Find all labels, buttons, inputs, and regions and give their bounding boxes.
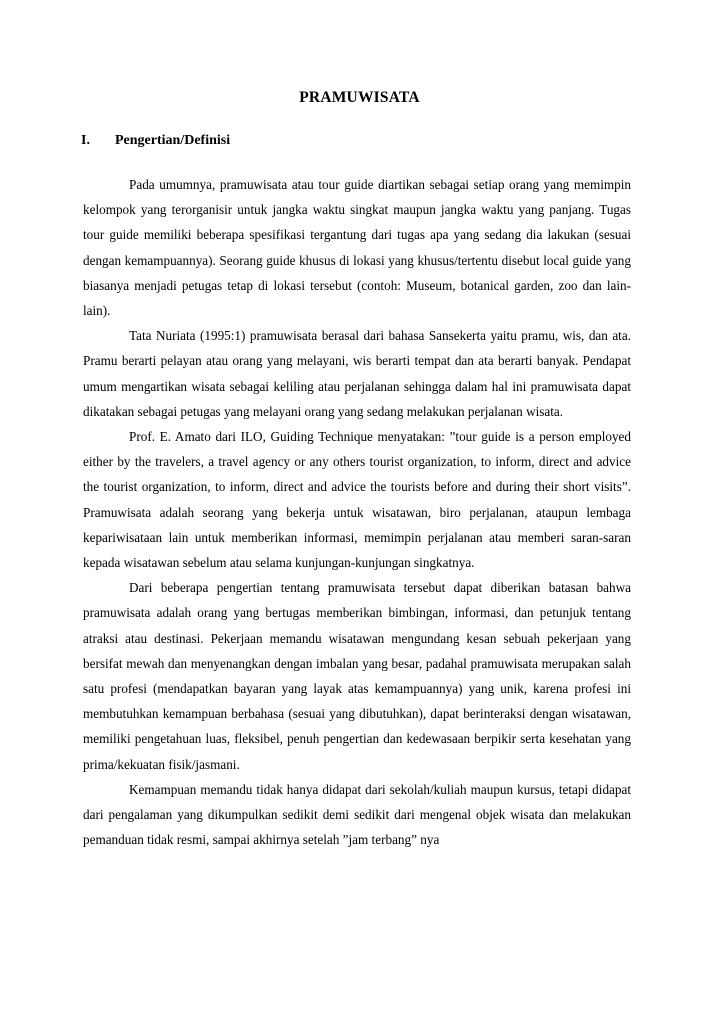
paragraph-ilo-quote: Prof. E. Amato dari ILO, Guiding Technique menyatakan: ”tour guide is a person employed either by the travelers, a travel agency or any others tourist organization, to inform, direct and advice the tourist organization, to inform, direct and advice the tourists before and during their short visits”. Pramuwisata adalah seorang yang bekerja untuk wisatawan, biro perjalanan, ataupun lembaga kepariwisataan lain untuk memberikan informasi, memimpin perjalanan atau memberi saran-saran kepada wisatawan sebelum atau selama kunjungan-kunjungan singkatnya.	[83, 429, 631, 571]
paragraph-conclusion: Dari beberapa pengertian tentang pramuwisata tersebut dapat diberikan batasan bahwa pramuwisata adalah orang yang bertugas memberikan bimbingan, informasi, dan petunjuk tentang atraksi atau destinasi. Pekerjaan memandu wisatawan mengundang kesan sebuah pekerjaan yang bersifat mewah dan menyenangkan dengan imbalan yang besar, padahal pramuwisata merupakan salah satu profesi (mendapatkan bayaran yang layak atas kemampuannya) yang unik, karena profesi ini membutuhkan kemampuan berbahasa (sesuai yang dibutuhkan), dapat berinteraksi dengan wisatawan, memiliki pengetahuan luas, fleksibel, penuh pengertian dan kedewasaan berpikir serta kesehatan yang prima/kekuatan fisik/jasmani.	[83, 580, 631, 772]
paragraph-etymology: Tata Nuriata (1995:1) pramuwisata berasal dari bahasa Sansekerta yaitu pramu, wis, dan ata. Pramu berarti pelayan atau orang yang melayani, wis berarti tempat dan ata berarti banyak. Pendapat umum mengartikan wisata sebagai keliling atau perjalanan sehingga dalam hal ini pramuwisata dapat dikatakan sebagai petugas yang melayani orang yang sedang melakukan perjalanan wisata.	[83, 328, 631, 419]
body-text	[83, 172, 631, 852]
document-title: PRAMUWISATA	[299, 89, 420, 106]
section-title: Pengertian/Definisi	[115, 133, 231, 148]
paragraph-definition: Pada umumnya, pramuwisata atau tour guide diartikan sebagai setiap orang yang memimpin kelompok yang terorganisir untuk jangka waktu singkat maupun jangka waktu yang panjang. Tugas tour guide memiliki beberapa spesifikasi tergantung dari tugas apa yang sedang dia lakukan (sesuai dengan kemampuannya). Seorang guide khusus di lokasi yang khusus/tertentu disebut local guide yang biasanya menjadi petugas tetap di lokasi tersebut (contoh: Museum, botanical garden, zoo dan lain-lain).	[83, 177, 631, 319]
section-number: I.	[81, 133, 90, 148]
section-heading	[81, 133, 230, 149]
paragraph-skills: Kemampuan memandu tidak hanya didapat dari sekolah/kuliah maupun kursus, tetapi didapat dari pengalaman yang dikumpulkan sedikit demi sedikit dari mengenal objek wisata dan melakukan pemanduan tidak resmi, sampai akhirnya setelah ”jam terbang” nya	[83, 781, 631, 848]
